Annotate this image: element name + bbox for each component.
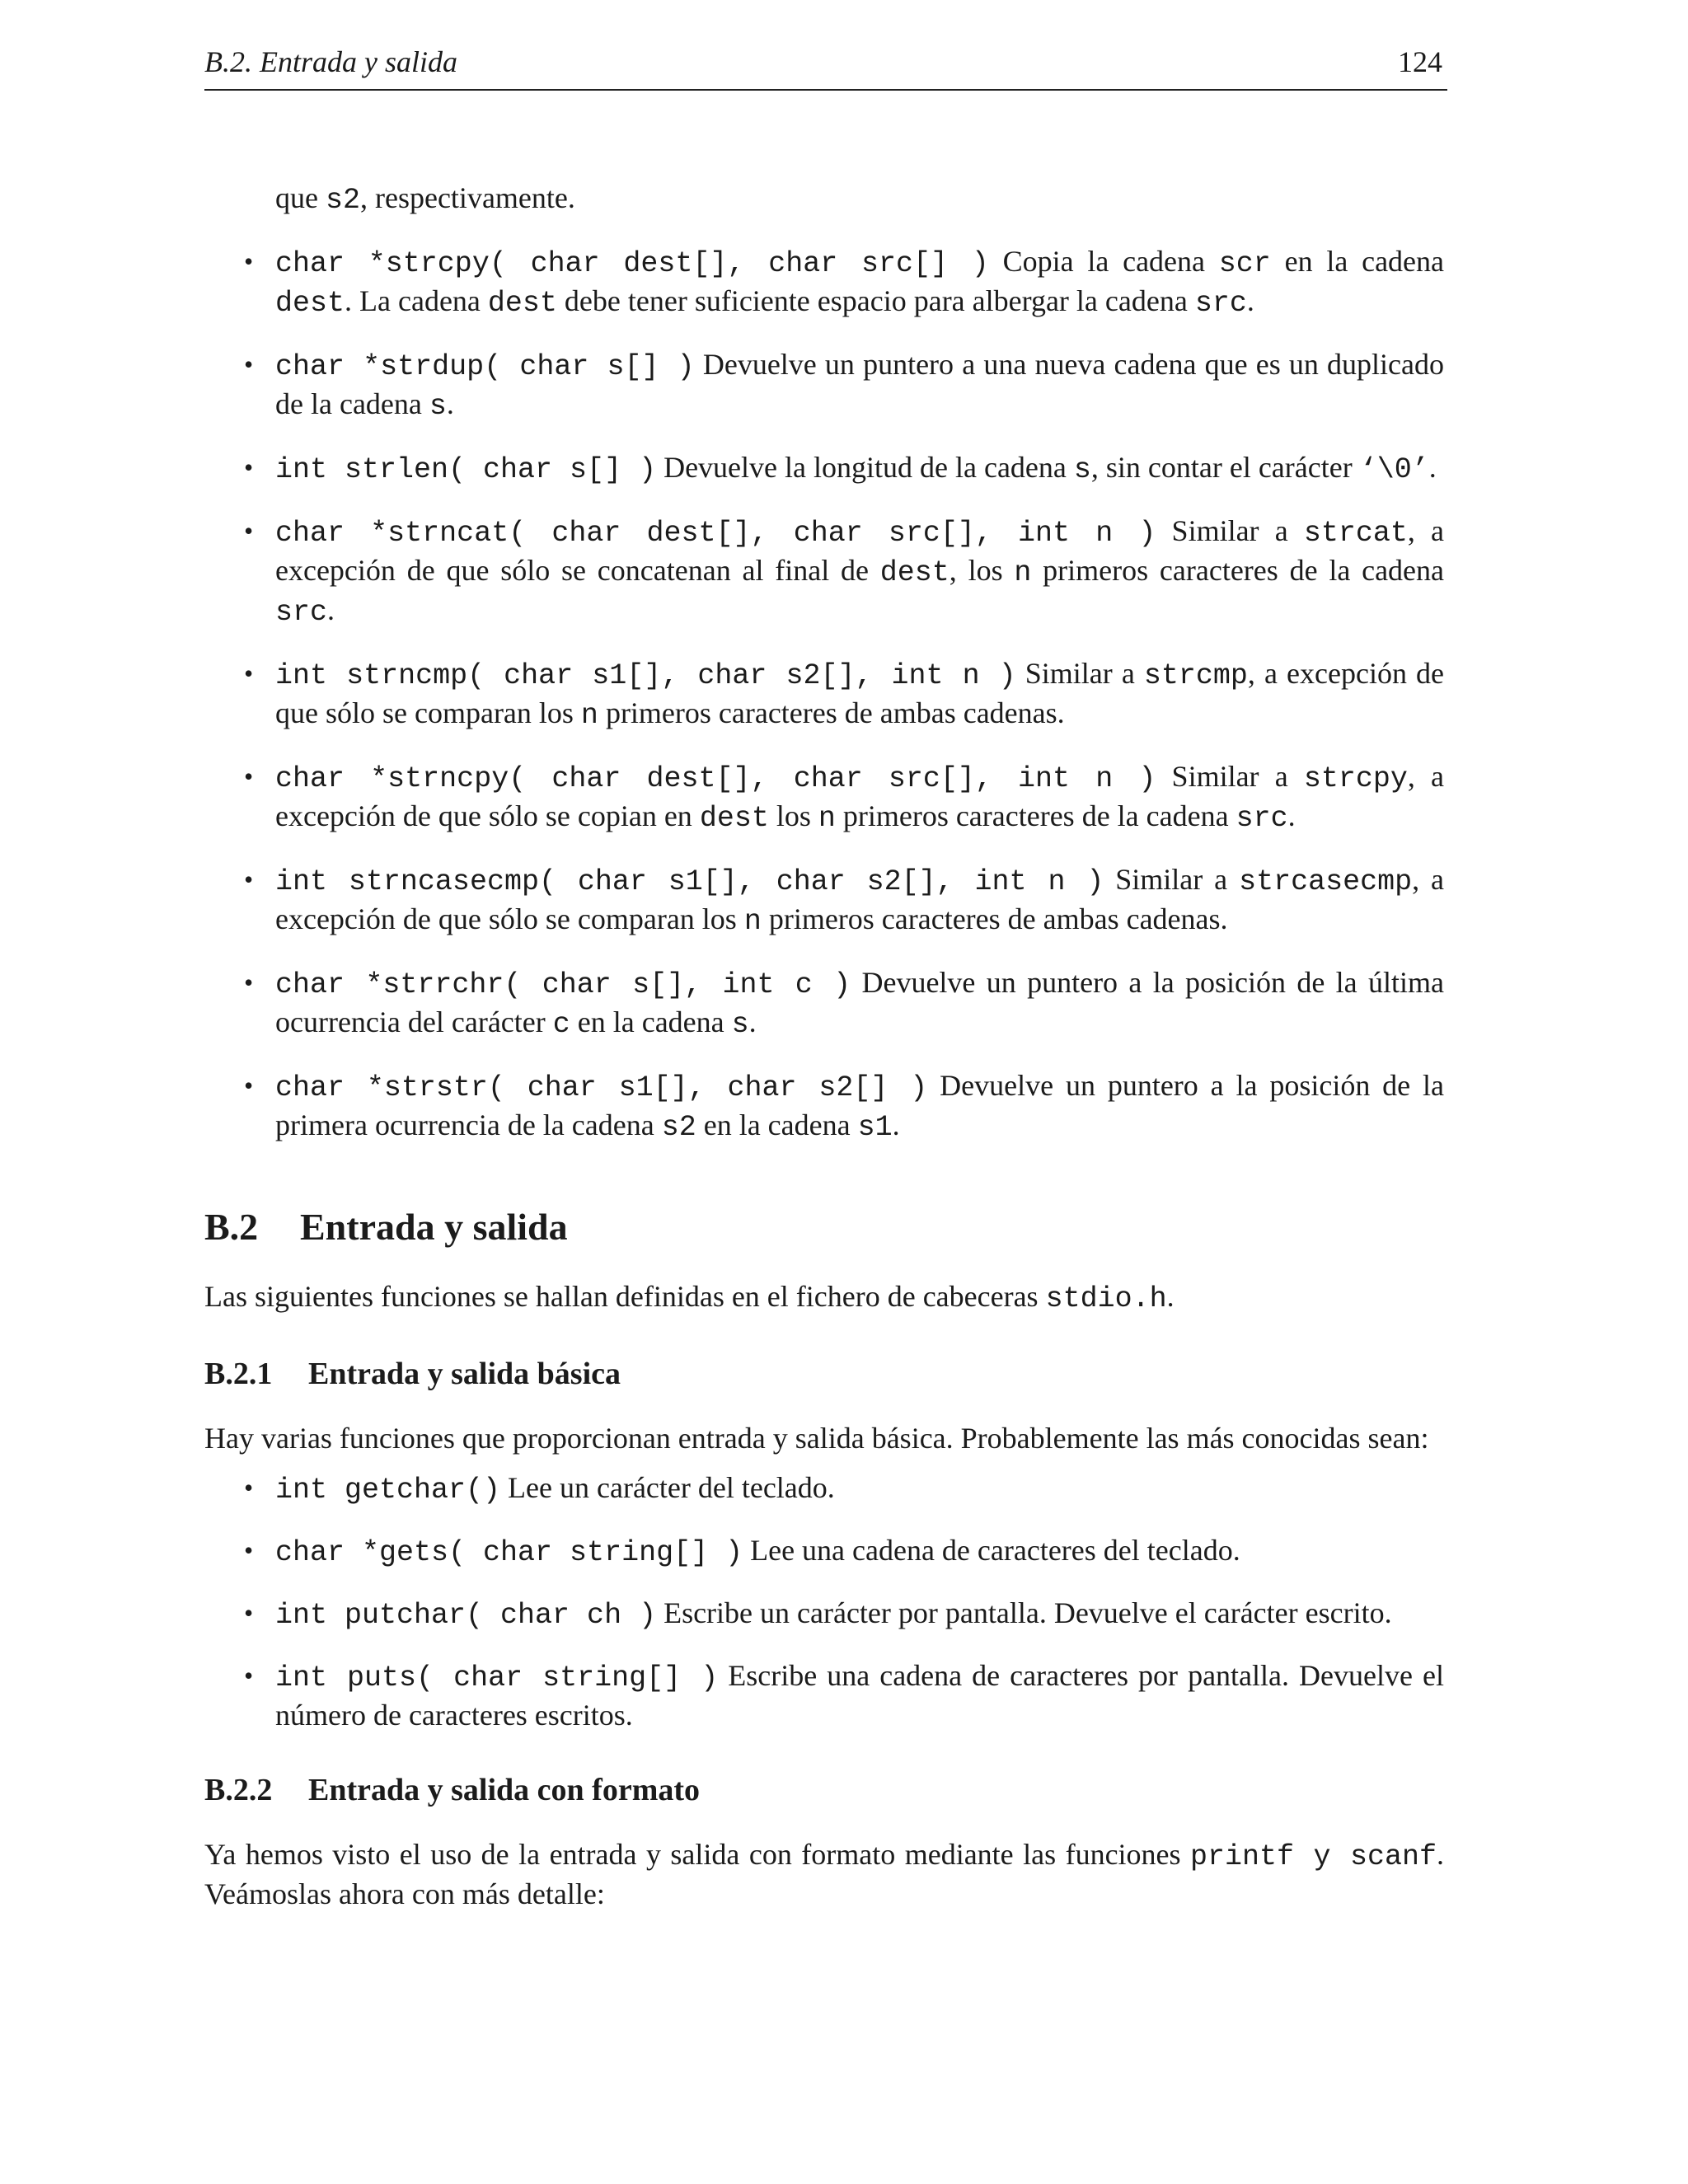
code-run: s1: [857, 1111, 893, 1144]
code-run: dest: [275, 287, 345, 320]
text-run: Similar a: [1156, 514, 1304, 547]
text-run: Similar a: [1156, 760, 1304, 793]
bullet: •: [244, 762, 254, 791]
code-run: s: [731, 1008, 749, 1041]
code-run: strcpy: [1303, 762, 1408, 795]
text-run: Copia la cadena: [988, 245, 1219, 278]
function-signature: int putchar( char ch ): [275, 1599, 657, 1632]
text-run: los: [768, 799, 818, 832]
code-run: stdio.h: [1045, 1282, 1167, 1315]
function-signature: int getchar(): [275, 1474, 501, 1507]
bullet: •: [244, 1473, 254, 1502]
text-run: Similar a: [1104, 863, 1240, 896]
text-run: Ya hemos visto el uso de la entrada y salida con formato mediante las funciones: [204, 1838, 1190, 1871]
code-run: s2: [661, 1111, 696, 1144]
function-signature: char *strrchr( char s[], int c ): [275, 968, 851, 1001]
code-run: ‘\0’: [1359, 453, 1429, 486]
text-run: .: [748, 1005, 757, 1038]
bullet: •: [244, 452, 254, 482]
list-item: [204, 758, 1444, 837]
code-run: printf y scanf: [1190, 1840, 1437, 1873]
list-item: [204, 1657, 1444, 1734]
text-run: primeros caracteres de ambas cadenas.: [598, 696, 1065, 729]
bullet: •: [244, 1661, 254, 1690]
code-run: c: [552, 1008, 570, 1041]
text-run: primeros caracteres de la cadena: [835, 799, 1236, 832]
text-run: debe tener suficiente espacio para albergar la cadena: [556, 284, 1195, 317]
code-run: strcasecmp: [1239, 865, 1413, 898]
code-run: dest: [879, 556, 950, 589]
bullet: •: [244, 968, 254, 997]
text-run: .: [1287, 799, 1296, 832]
code-run: strcmp: [1143, 659, 1248, 692]
section-paragraph: [204, 1278, 1444, 1318]
code-run: src: [1194, 287, 1247, 320]
code-run: src: [1236, 802, 1288, 835]
list-item: [204, 1595, 1444, 1634]
text-run: Devuelve un puntero a la posición de la primera ocurrencia de la cadena: [275, 1069, 1444, 1141]
section-heading: [204, 1204, 1444, 1250]
bullet: •: [244, 1535, 254, 1565]
bullet: •: [244, 246, 254, 276]
code-run: s2: [325, 184, 360, 217]
text-run: , sin contar el carácter: [1090, 451, 1360, 484]
subsection-paragraph: [204, 1836, 1444, 1913]
list-item: [204, 243, 1444, 322]
text-run: que: [275, 181, 326, 214]
subsection-title: Entrada y salida básica: [308, 1357, 621, 1391]
text-run: Lee una cadena de caracteres del teclado.: [743, 1534, 1240, 1567]
list-item: [204, 1067, 1444, 1146]
text-run: , a excepción de que sólo se concatenan al final de: [275, 514, 1444, 587]
list-item: [204, 449, 1444, 489]
page-number: 124: [1398, 45, 1442, 78]
function-signature: char *strncpy( char dest[], char src[], int n ): [275, 762, 1156, 795]
text-run: Las siguientes funciones se hallan definidas en el fichero de cabeceras: [204, 1280, 1046, 1313]
bullet: •: [244, 1598, 254, 1628]
text-run: .: [1428, 451, 1437, 484]
function-signature: char *strdup( char s[] ): [275, 350, 695, 383]
text-run: en la cadena: [1270, 245, 1445, 278]
text-run: .: [327, 593, 335, 626]
text-run: .: [1166, 1280, 1175, 1313]
continued-paragraph: [275, 180, 1444, 219]
text-run: .: [446, 387, 454, 420]
text-run: , respectivamente.: [360, 181, 575, 214]
bullet: •: [244, 349, 254, 379]
bullet: •: [244, 865, 254, 894]
subsection-number: B.2.2: [204, 1773, 273, 1807]
function-signature: char *strstr( char s1[], char s2[] ): [275, 1071, 928, 1104]
text-run: Devuelve un puntero a la posición de la última ocurrencia del carácter: [275, 966, 1444, 1038]
text-run: Escribe una cadena de caracteres por pantalla. Devuelve el número de caracteres escritos.: [275, 1659, 1444, 1732]
text-run: primeros caracteres de la cadena: [1031, 554, 1445, 587]
function-signature: char *strcpy( char dest[], char src[] ): [275, 247, 989, 280]
text-run: Lee un carácter del teclado.: [500, 1471, 835, 1504]
code-run: n: [580, 699, 598, 732]
list-item: [204, 1469, 1444, 1509]
text-run: Devuelve un puntero a una nueva cadena que es un duplicado de la cadena: [275, 348, 1444, 420]
text-run: . La cadena: [345, 284, 488, 317]
bullet: •: [244, 516, 254, 546]
section-title: Entrada y salida: [300, 1206, 568, 1248]
text-run: Devuelve la longitud de la cadena: [656, 451, 1074, 484]
section-number: B.2: [204, 1206, 259, 1248]
list-item: [204, 655, 1444, 734]
subsection-title: Entrada y salida con formato: [308, 1773, 700, 1807]
list-item: [204, 346, 1444, 425]
function-signature: int strncasecmp( char s1[], char s2[], int n ): [275, 865, 1104, 898]
code-run: s: [1073, 453, 1091, 486]
io-functions-list: [204, 1469, 1444, 1734]
text-run: en la cadena: [696, 1108, 858, 1141]
subsection-heading: [204, 1770, 1444, 1810]
code-run: scr: [1218, 247, 1271, 280]
text-run: .: [1246, 284, 1254, 317]
subsection-paragraph: Hay varias funciones que proporcionan entrada y salida básica. Probablemente las más conocidas sean:: [204, 1422, 1429, 1455]
text-run: , a excepción de que sólo se copian en: [275, 760, 1444, 832]
code-run: src: [275, 596, 328, 629]
code-run: s: [429, 390, 447, 423]
list-item: [204, 513, 1444, 631]
function-signature: int strlen( char s[] ): [275, 453, 657, 486]
code-run: n: [743, 905, 762, 938]
text-run: Similar a: [1015, 657, 1144, 690]
running-header: [204, 43, 1447, 91]
bullet: •: [244, 658, 254, 688]
text-run: Escribe un carácter por pantalla. Devuelve el carácter escrito.: [656, 1596, 1392, 1629]
function-signature: char *gets( char string[] ): [275, 1536, 743, 1569]
text-run: . Veámoslas ahora con más detalle:: [204, 1838, 1444, 1910]
string-functions-list: [204, 243, 1444, 1146]
code-run: dest: [487, 287, 557, 320]
bullet: •: [244, 1071, 254, 1100]
text-run: , a excepción de que sólo se comparan los: [275, 657, 1444, 729]
list-item: [204, 861, 1444, 940]
list-item: [204, 1532, 1444, 1572]
code-run: dest: [699, 802, 769, 835]
header-section-title: B.2. Entrada y salida: [204, 45, 457, 78]
text-run: en la cadena: [570, 1005, 732, 1038]
page-content: [204, 180, 1444, 1913]
list-item: [204, 964, 1444, 1043]
function-signature: int puts( char string[] ): [275, 1661, 719, 1694]
text-run: primeros caracteres de ambas cadenas.: [761, 902, 1228, 935]
subsection-number: B.2.1: [204, 1357, 273, 1391]
text-run: , los: [949, 554, 1015, 587]
text-run: , a excepción de que sólo se comparan los: [275, 863, 1444, 935]
subsection-heading: [204, 1354, 1444, 1394]
function-signature: int strncmp( char s1[], char s2[], int n ): [275, 659, 1016, 692]
code-run: n: [1014, 556, 1032, 589]
code-run: n: [818, 802, 836, 835]
text-run: .: [892, 1108, 900, 1141]
function-signature: char *strncat( char dest[], char src[], int n ): [275, 517, 1156, 550]
code-run: strcat: [1303, 517, 1408, 550]
